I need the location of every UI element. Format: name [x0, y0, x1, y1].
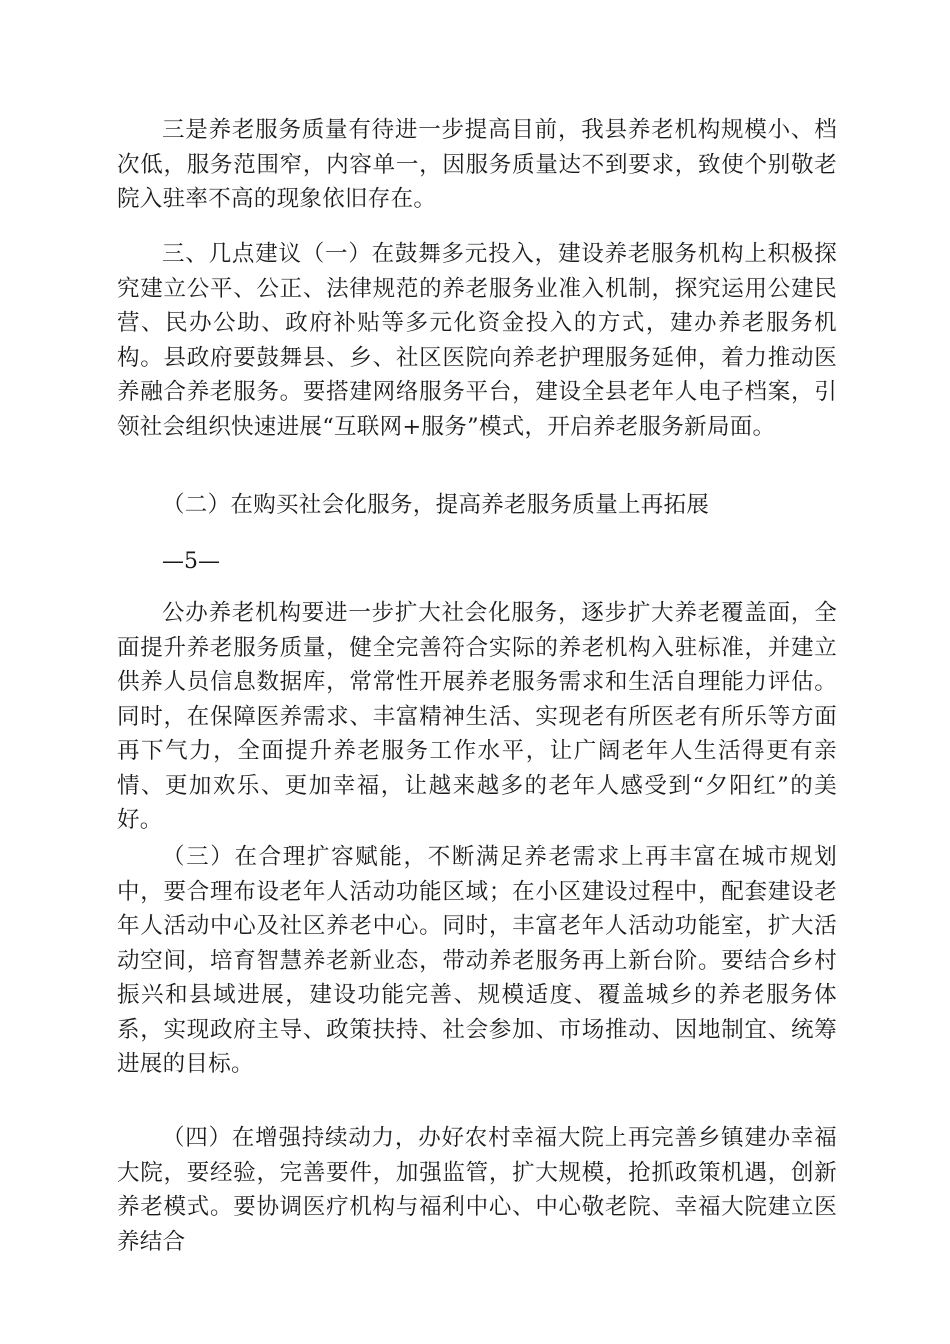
paragraph-suggestion-four: （四）在增强持续动力，办好农村幸福大院上再完善乡镇建办幸福大院，要经验，完善要件，加强监管，扩大规模，抢抓政策机遇，创新养老模式。要协调医疗机构与福利中心、中心敬老院、幸福大院建立医养结合	[117, 1125, 837, 1255]
paragraph-suggestion-two-heading: （二）在购买社会化服务，提高养老服务质量上再拓展	[162, 492, 710, 518]
paragraph-quality-issue: 三是养老服务质量有待进一步提高目前，我县养老机构规模小、档次低，服务范围窄，内容单一，因服务质量达不到要求，致使个别敬老院入驻率不高的现象依旧存在。	[117, 117, 837, 212]
page-number: —5—	[162, 549, 220, 574]
paragraph-suggestion-three: （三）在合理扩容赋能，不断满足养老需求上再丰富在城市规划中，要合理布设老年人活动功能区域；在小区建设过程中，配套建设老年人活动中心及社区养老中心。同时，丰富老年人活动功能室，扩大活动空间，培育智慧养老新业态，带动养老服务再上新台阶。要结合乡村振兴和县域进展，建设功能完善、规模适度、覆盖城乡的养老服务体系，实现政府主导、政策扶持、社会参加、市场推动、因地制宜、统筹进展的目标。	[117, 844, 837, 1077]
paragraph-suggestion-one: 三、几点建议（一）在鼓舞多元投入，建设养老服务机构上积极探究建立公平、公正、法律规范的养老服务业准入机制，探究运用公建民营、民办公助、政府补贴等多元化资金投入的方式，建办养老服务机构。县政府要鼓舞县、乡、社区医院向养老护理服务延伸，着力推动医养融合养老服务。要搭建网络服务平台，建设全县老年人电子档案，引领社会组织快速进展“互联网+服务”模式，开启养老服务新局面。	[117, 241, 837, 440]
paragraph-public-institutions: 公办养老机构要进一步扩大社会化服务，逐步扩大养老覆盖面，全面提升养老服务质量，健全完善符合实际的养老机构入驻标准，并建立供养人员信息数据库，常常性开展养老服务需求和生活自理能力评估。同时，在保障医养需求、丰富精神生活、实现老有所医老有所乐等方面再下气力，全面提升养老服务工作水平，让广阔老年人生活得更有亲情、更加欢乐、更加幸福，让越来越多的老年人感受到“夕阳红”的美好。	[117, 600, 837, 833]
